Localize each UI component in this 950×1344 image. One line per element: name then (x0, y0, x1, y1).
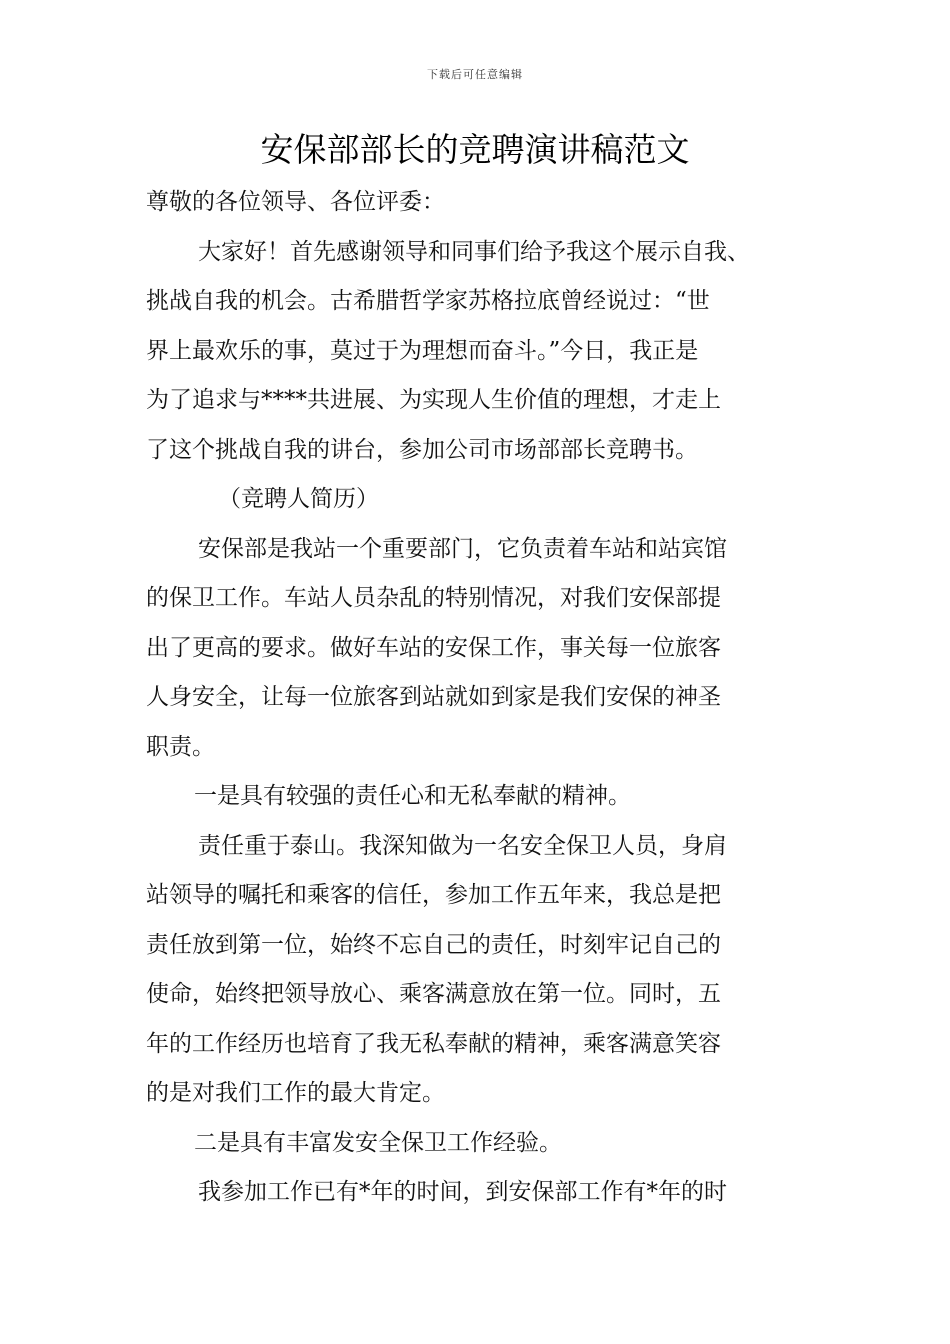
paragraph-line: 界上最欢乐的事，莫过于为理想而奋斗。”今日，我正是 (146, 337, 699, 364)
paragraph-line: （竞聘人简历） (218, 486, 379, 512)
paragraph-line: 了这个挑战自我的讲台，参加公司市场部部长竞聘书。 (146, 436, 698, 463)
paragraph-line: 安保部是我站一个重要部门，它负责着车站和站宾馆 (198, 535, 727, 562)
document-body (146, 178, 826, 1218)
paragraph-line: 的保卫工作。车站人员杂乱的特别情况，对我们安保部提 (146, 585, 721, 611)
header-note: 下载后可任意编辑 (427, 68, 523, 81)
section-heading: 二是具有丰富发安全保卫工作经验。 (194, 1129, 562, 1156)
paragraph-line: 站领导的嘱托和乘客的信任，参加工作五年来，我总是把 (146, 882, 721, 908)
paragraph-line: 责任放到第一位，始终不忘自己的责任，时刻牢记自己的 (146, 931, 721, 958)
paragraph-line: 使命，始终把领导放心、乘客满意放在第一位。同时，五 (146, 981, 721, 1007)
paragraph-line: 职责。 (146, 733, 215, 760)
paragraph-line: 年的工作经历也培育了我无私奉献的精神，乘客满意笑容 (146, 1030, 721, 1057)
paragraph-line: 人身安全，让每一位旅客到站就如到家是我们安保的神圣 (146, 684, 721, 710)
document-title: 安保部部长的竞聘演讲稿范文 (260, 130, 690, 169)
paragraph-line: 出了更高的要求。做好车站的安保工作，事关每一位旅客 (146, 634, 721, 661)
paragraph-line: 为了追求与****共进展、为实现人生价值的理想，才走上 (146, 387, 721, 413)
section-heading: 一是具有较强的责任心和无私奉献的精神。 (194, 783, 631, 809)
paragraph-line: 责任重于泰山。我深知做为一名安全保卫人员，身肩 (198, 832, 727, 859)
salutation-line: 尊敬的各位领导、各位评委： (146, 189, 445, 215)
paragraph-line: 挑战自我的机会。古希腊哲学家苏格拉底曾经说过：“世 (146, 288, 710, 314)
paragraph-line: 大家好！首先感谢领导和同事们给予我这个展示自我、 (198, 238, 750, 265)
paragraph-line: 的是对我们工作的最大肯定。 (146, 1080, 445, 1106)
paragraph-line: 我参加工作已有*年的时间，到安保部工作有*年的时 (198, 1179, 727, 1205)
